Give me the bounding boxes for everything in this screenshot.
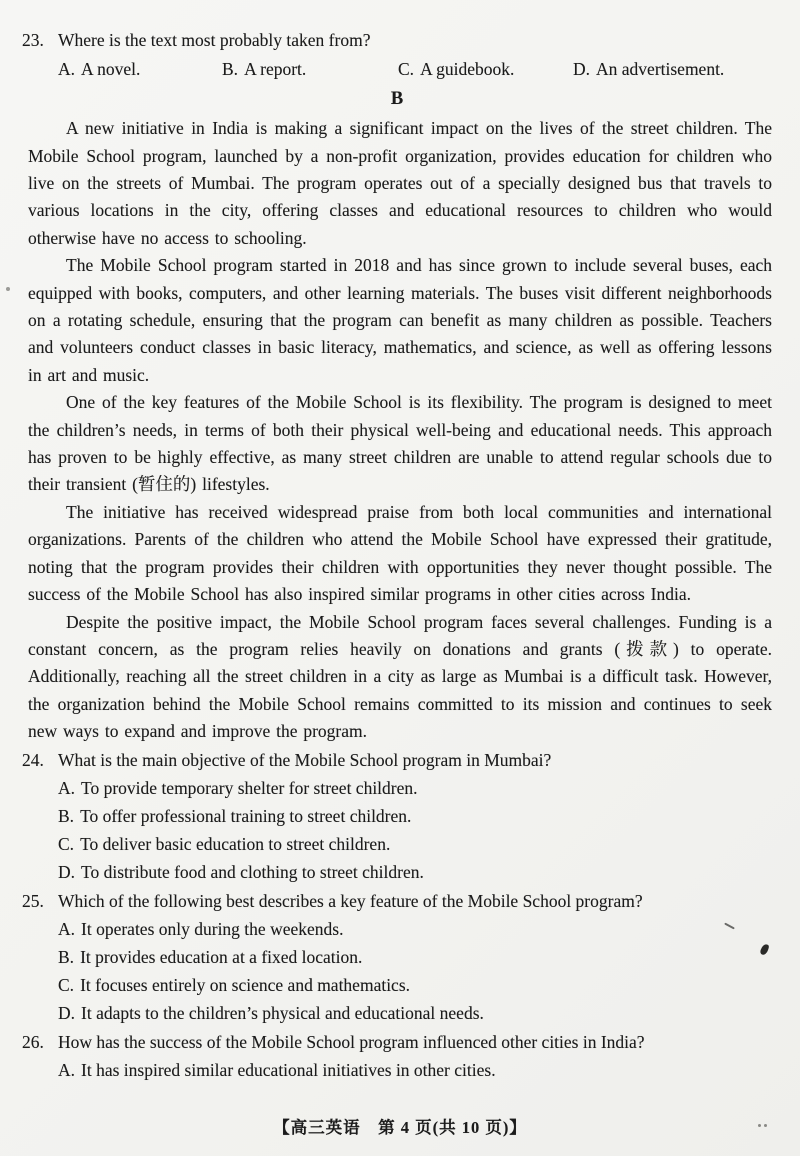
option-label: D. — [58, 1003, 76, 1024]
question-26 — [22, 1028, 772, 1056]
question-23-option-c — [398, 54, 573, 84]
question-24-option-c — [58, 830, 772, 858]
question-25-text: Which of the following best describes a key feature of the Mobile School program? — [58, 890, 643, 911]
option-label: C. — [58, 975, 75, 996]
passage-paragraph-1: A new initiative in India is making a significant impact on the lives of the street children. The Mobile School program, launched by a non-profit organization, provides education for children who live on the streets of Mumbai. The program operates out of a specially designed bus that travels to various locations in the city, offering classes and educational resources to children who would otherwise have no access to schooling. — [28, 118, 772, 248]
option-text: A guidebook. — [420, 59, 515, 80]
passage-b — [28, 115, 772, 745]
question-23-option-a — [58, 54, 222, 84]
option-text: To offer professional training to street children. — [80, 805, 412, 826]
question-23-option-b — [222, 54, 398, 84]
question-25-option-d — [58, 999, 772, 1027]
question-26-text: How has the success of the Mobile School program influenced other cities in India? — [58, 1031, 645, 1052]
option-text: It focuses entirely on science and mathematics. — [80, 975, 411, 996]
passage-paragraph-4: The initiative has received widespread praise from both local communities and international organizations. Parents of the children who attend the Mobile School have expressed their gratitude, noting that the program provides their children with opportunities they never thought possible. The success of the Mobile School has also inspired similar programs in other cities across India. — [28, 501, 772, 605]
option-text: To deliver basic education to street children. — [80, 834, 391, 855]
question-24-option-a — [58, 774, 772, 802]
option-label: A. — [58, 918, 76, 939]
question-23-text: Where is the text most probably taken from? — [58, 30, 371, 50]
question-26-option-a — [58, 1056, 772, 1084]
option-label: C. — [58, 834, 75, 855]
question-25-option-c — [58, 971, 772, 999]
passage-section-label: B — [390, 89, 404, 110]
question-23-options — [58, 54, 772, 84]
question-24-text: What is the main objective of the Mobile School program in Mumbai? — [58, 749, 552, 770]
option-text: An advertisement. — [596, 59, 725, 80]
option-text: To provide temporary shelter for street children. — [81, 777, 418, 798]
option-label: B. — [222, 59, 239, 80]
question-24-option-d — [58, 858, 772, 886]
page-footer: 【高三英语 第 4 页(共 10 页)】 — [273, 1118, 527, 1137]
question-24-number: 24. — [22, 749, 44, 770]
option-label: A. — [58, 59, 76, 80]
option-text: A report. — [244, 59, 307, 80]
passage-paragraph-3: One of the key features of the Mobile School is its flexibility. The program is designed to meet the children’s needs, in terms of both their physical well-being and educational needs. This approach has proven to be highly effective, as many street children are unable to attend regular schools due to their transient (暂住的) lifestyles. — [28, 392, 772, 495]
question-23-option-d — [573, 54, 772, 84]
passage-paragraph-2: The Mobile School program started in 2018 and has since grown to include several buses, each equipped with books, computers, and other learning materials. The buses visit different neighborhoods on a rotating schedule, ensuring that the program can benefit as many children as possible. Teachers and volunteers conduct classes in basic literacy, mathematics, and science, as well as offering lessons in art and music. — [28, 255, 772, 385]
option-label: A. — [58, 1059, 76, 1080]
option-text: A novel. — [81, 59, 141, 80]
question-23 — [22, 26, 772, 54]
option-text: It provides education at a fixed location. — [80, 946, 363, 967]
question-25 — [22, 887, 772, 915]
question-26-number: 26. — [22, 1031, 44, 1052]
option-label: D. — [58, 862, 76, 883]
question-25-option-a — [58, 915, 772, 943]
option-text: It has inspired similar educational initiatives in other cities. — [81, 1059, 496, 1080]
question-25-option-b — [58, 943, 772, 971]
option-label: D. — [573, 59, 591, 80]
question-25-number: 25. — [22, 890, 44, 911]
passage-paragraph-5: Despite the positive impact, the Mobile School program faces several challenges. Funding is a constant concern, as the program relies heavily on donations and grants (拨款) to operate. Additionally, reaching all the street children in a city as large as Mumbai is a difficult task. However, the organization behind the Mobile School remains committed to its mission and continues to seek new ways to expand and improve the program. — [28, 611, 772, 742]
option-label: C. — [398, 59, 415, 80]
scan-mark-dot — [6, 287, 10, 291]
question-24 — [22, 746, 772, 774]
question-23-number: 23. — [22, 30, 44, 50]
question-24-option-b — [58, 802, 772, 830]
option-text: It operates only during the weekends. — [81, 918, 344, 939]
option-text: To distribute food and clothing to street children. — [81, 862, 424, 883]
option-label: B. — [58, 805, 75, 826]
option-label: B. — [58, 946, 75, 967]
option-text: It adapts to the children’s physical and educational needs. — [81, 1003, 484, 1024]
option-label: A. — [58, 777, 76, 798]
